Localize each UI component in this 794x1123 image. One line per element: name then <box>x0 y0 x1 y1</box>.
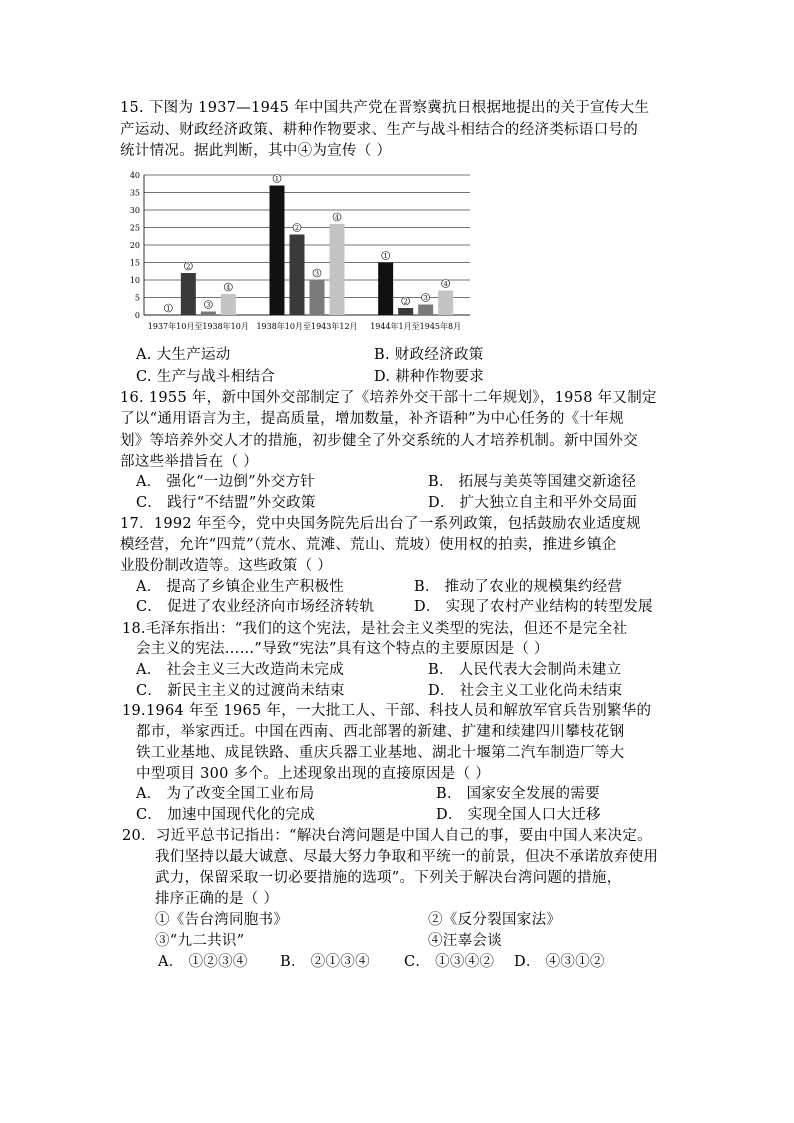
bar <box>378 263 393 316</box>
q15-option-c: C. 生产与战斗相结合 <box>136 369 276 385</box>
series-label: 3 <box>206 301 211 310</box>
y-tick-label: 5 <box>134 293 140 303</box>
bar <box>221 294 236 315</box>
bar <box>290 235 305 316</box>
bar <box>310 280 325 315</box>
q18-option-b: B． 人民代表大会制尚未建立 <box>428 662 622 678</box>
q16-stem-line-2: 了以“通用语言为主，提高质量，增加数量，补齐语种”为中心任务的《十年规 <box>120 411 624 427</box>
q18-option-d: D． 社会主义工业化尚未结束 <box>428 683 623 699</box>
q16-stem-line-4: 部这些举措旨在（ ） <box>120 454 259 470</box>
q20-stem-line-1: 20．习近平总书记指出：“解决台湾问题是中国人自己的事，要由中国人来决定。 <box>122 828 652 844</box>
y-tick-label: 40 <box>129 171 140 180</box>
bar <box>330 224 345 315</box>
q17-option-a: A． 提高了乡镇企业生产积极性 <box>136 579 345 595</box>
series-label: 2 <box>294 224 300 233</box>
q18-stem-line-1: 18.毛泽东指出：“我们的这个宪法，是社会主义类型的宪法，但还不是完全社 <box>122 621 628 637</box>
series-label: 1 <box>383 252 388 261</box>
q20-item-2: ②《反分裂国家法》 <box>428 912 562 928</box>
q19-stem-line-2: 都市，举家西迁。中国在西南、西北部署的新建、扩建和续建四川攀枝花钢 <box>136 724 625 740</box>
q20-answer-c: C． ①③④② <box>404 954 495 970</box>
bar <box>270 186 285 316</box>
y-tick-label: 0 <box>134 311 140 320</box>
q17-option-c: C． 促进了农业经济向市场经济转轨 <box>136 599 375 615</box>
x-tick-label: 1938年10月至1943年12月 <box>256 322 358 331</box>
q20-item-4: ④汪辜会谈 <box>428 933 502 949</box>
q16-option-a: A． 强化“一边倒”外交方针 <box>136 474 316 490</box>
bar <box>438 291 453 316</box>
series-label: 1 <box>274 175 280 184</box>
series-label: 2 <box>403 297 408 306</box>
x-tick-label: 1937年10月至1938年10月 <box>147 322 249 331</box>
q19-option-b: B． 国家安全发展的需要 <box>436 786 600 802</box>
q15-stem-line-1: 15. 下图为 1937—1945 年中国共产党在晋察冀抗日根据地提出的关于宣传大生 <box>120 100 650 116</box>
q15-option-a: A. 大生产运动 <box>136 347 231 363</box>
q17-stem-line-1: 17．1992 年至今，党中央国务院先后出台了一系列政策，包括鼓励农业适度规 <box>120 516 641 532</box>
y-tick-label: 25 <box>129 223 140 233</box>
q15-option-d: D. 耕种作物要求 <box>374 369 485 385</box>
bar <box>398 308 413 315</box>
series-label: 4 <box>334 213 340 222</box>
q19-option-c: C． 加速中国现代化的完成 <box>136 807 316 823</box>
series-label: 1 <box>166 304 171 313</box>
series-label: 3 <box>423 294 428 303</box>
q20-item-1: ①《告台湾同胞书》 <box>155 912 289 928</box>
q20-stem-line-4: 排序正确的是（ ） <box>155 891 279 907</box>
q19-stem-line-3: 铁工业基地、成昆铁路、重庆兵器工业基地、湖北十堰第二汽车制造厂等大 <box>136 745 625 761</box>
q18-stem-line-2: 会主义的宪法……”导致“宪法”具有这个特点的主要原因是（ ） <box>136 641 549 657</box>
q20-answer-d: D． ④③①② <box>514 954 605 970</box>
q17-option-d: D． 实现了农村产业结构的转型发展 <box>414 599 653 615</box>
q19-stem-line-4: 中型项目 300 多个。上述现象出现的直接原因是（ ） <box>136 766 491 782</box>
q19-option-a: A． 为了改变全国工业布局 <box>136 786 315 802</box>
q20-item-3: ③“九二共识” <box>155 933 245 949</box>
q15-stem-line-3: 统计情况。据此判断，其中④为宣传（ ） <box>120 143 392 159</box>
q16-option-d: D． 扩大独立自主和平外交局面 <box>428 495 638 511</box>
q19-stem-line-1: 19.1964 年至 1965 年，一大批工人、干部、科技人员和解放军官兵告别繁华的 <box>122 703 652 719</box>
q15-option-b: B. 财政经济政策 <box>374 347 484 363</box>
series-label: 4 <box>443 280 448 289</box>
y-tick-label: 30 <box>129 206 140 215</box>
q15-stem-line-2: 产运动、财政经济政策、耕种作物要求、生产与战斗相结合的经济类标语口号的 <box>120 122 638 138</box>
series-label: 4 <box>226 283 231 292</box>
y-tick-label: 35 <box>129 188 140 198</box>
bar <box>201 312 216 316</box>
q16-stem-line-3: 划》等培养外交人才的措施，初步健全了外交系统的人才培养机制。新中国外交 <box>120 433 638 449</box>
series-label: 3 <box>314 269 320 278</box>
q16-option-c: C． 践行“不结盟”外交政策 <box>136 495 316 511</box>
q20-stem-line-3: 武力，保留采取一切必要措施的选项”。下列关于解决台湾问题的措施， <box>155 870 622 886</box>
bar <box>418 305 433 316</box>
q18-option-a: A． 社会主义三大改造尚未完成 <box>136 662 345 678</box>
q20-stem-line-2: 我们坚持以最大诚意、尽最大努力争取和平统一的前景，但决不承诺放弃使用 <box>155 849 659 865</box>
q17-option-b: B． 推动了农业的规模集约经营 <box>414 579 623 595</box>
y-tick-label: 20 <box>129 241 140 250</box>
q16-stem-line-1: 16. 1955 年，新中国外交部制定了《培养外交干部十二年规划》，1958 年又制定 <box>120 390 657 406</box>
q20-answer-b: B． ②①③④ <box>280 954 370 970</box>
q16-option-b: B． 拓展与美英等国建交新途径 <box>428 474 637 490</box>
bar <box>181 273 196 315</box>
q17-stem-line-3: 业股份制改造等。这些政策（ ） <box>120 558 333 574</box>
q19-option-d: D． 实现全国人口大迁移 <box>436 807 601 823</box>
q20-answer-a: A． ①②③④ <box>158 954 248 970</box>
x-tick-label: 1944年1月至1945年8月 <box>370 322 462 331</box>
q17-stem-line-2: 模经营，允许“四荒”（荒水、荒滩、荒山、荒坡）使用权的拍卖，推进乡镇企 <box>120 537 617 553</box>
q18-option-c: C． 新民主主义的过渡尚未结束 <box>136 683 345 699</box>
series-label: 2 <box>186 262 191 271</box>
y-tick-label: 10 <box>129 276 140 285</box>
q15-bar-chart <box>128 166 478 341</box>
y-tick-label: 15 <box>129 258 140 268</box>
